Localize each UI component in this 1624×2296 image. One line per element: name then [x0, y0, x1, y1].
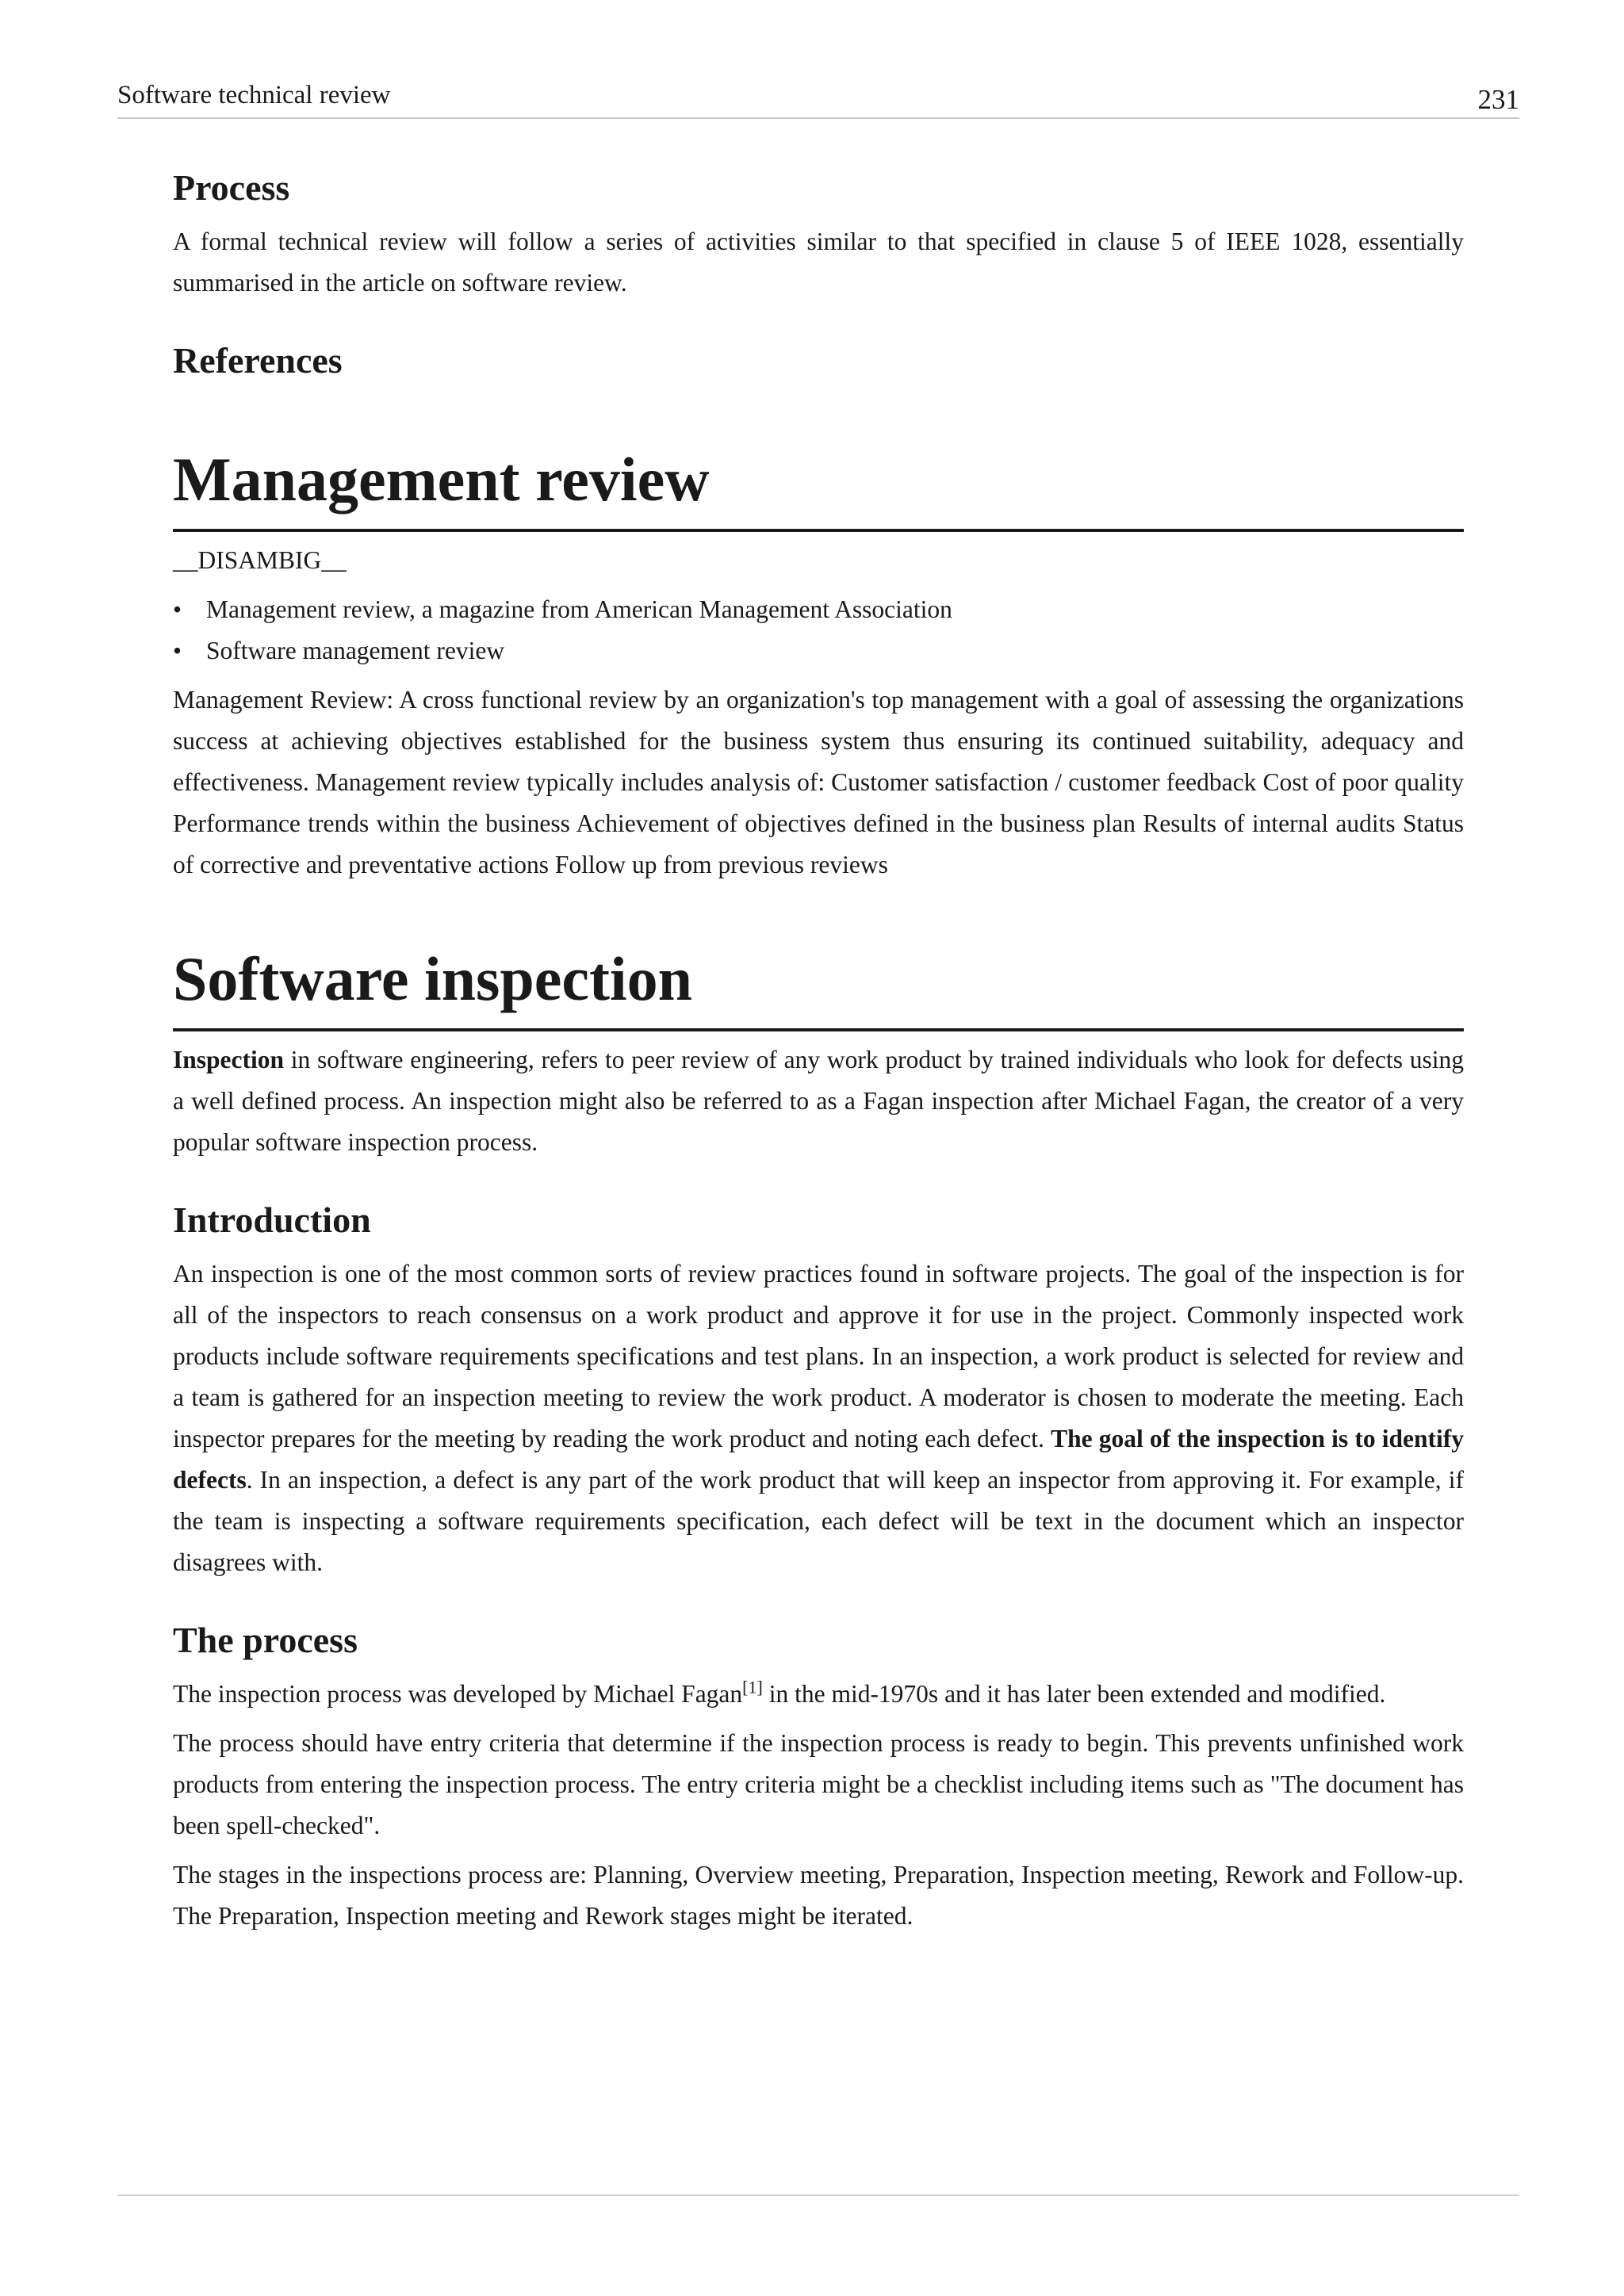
introduction-text-b: . In an inspection, a defect is any part of the work product that will keep an inspector from approving it. For example, if the team is inspecting a software requirements specification, each defect will be text in the document which an inspector disagrees with.	[173, 1466, 1464, 1576]
inspection-intro-text: in software engineering, refers to peer review of any work product by trained individuals who look for defects using a well defined process. An inspection might also be referred to as a Fagan inspection after Michael Fagan, the creator of a very popular software inspection process.	[173, 1046, 1464, 1156]
bullet-marker: •	[173, 595, 182, 623]
the-process-paragraph-3: The stages in the inspections process are: Planning, Overview meeting, Preparation, Inspection meeting, Rework and Follow-up. The Preparation, Inspection meeting and Rework stages might be iterated.	[173, 1861, 1464, 1930]
process-p1-text-b: in the mid-1970s and it has later been extended and modified.	[762, 1680, 1386, 1708]
reference-link[interactable]: [1]	[742, 1677, 763, 1697]
page-content	[173, 163, 1464, 1937]
process-paragraph: A formal technical review will follow a series of activities similar to that specified in clause 5 of IEEE 1028, essentially summarised in the article on software review.	[173, 228, 1464, 297]
inspection-goal-bold: The goal of the inspection is to identify defects	[173, 1425, 1464, 1494]
list-item-text: Software management review	[206, 637, 505, 664]
list-item	[173, 589, 1464, 630]
running-header	[117, 76, 1519, 119]
process-heading: Process	[173, 167, 290, 208]
references-heading: References	[173, 340, 343, 381]
disambig-marker: __DISAMBIG__	[173, 546, 347, 574]
software-inspection-title: Software inspection	[173, 939, 1464, 1031]
the-process-paragraph-1	[173, 1674, 1464, 1715]
the-process-paragraph-2: The process should have entry criteria that determine if the inspection process is ready to begin. This prevents unfinished work products from entering the inspection process. The entry criteria might be a checklist including items such as "The document has been spell-checked".	[173, 1729, 1464, 1839]
introduction-text-a: An inspection is one of the most common sorts of review practices found in software projects. The goal of the inspection is for all of the inspectors to reach consensus on a work product and approve it for use in the project. Commonly inspected work products include software requirements specifications and test plans. In an inspection, a work product is selected for review and a team is gathered for an inspection meeting to review the work product. A moderator is chosen to moderate the meeting. Each inspector prepares for the meeting by reading the work product and noting each defect.	[173, 1260, 1464, 1452]
inspection-intro-paragraph	[173, 1039, 1464, 1163]
introduction-heading: Introduction	[173, 1200, 371, 1240]
page-number: 231	[1477, 84, 1519, 115]
process-p1-text-a: The inspection process was developed by Michael Fagan	[173, 1680, 743, 1708]
running-title: Software technical review	[117, 81, 391, 109]
introduction-paragraph	[173, 1253, 1464, 1583]
footer-rule	[117, 2195, 1519, 2196]
management-review-paragraph: Management Review: A cross functional review by an organization's top management with a goal of assessing the organizations success at achieving objectives established for the business system thus ensuring its continued suitability, adequacy and effectiveness. Management review typically includes analysis of: Customer satisfaction / customer feedback Cost of poor quality Performance trends within the business Achievement of objectives defined in the business plan Results of internal audits Status of corrective and preventative actions Follow up from previous reviews	[173, 686, 1464, 878]
list-item	[173, 630, 1464, 672]
management-review-title: Management review	[173, 440, 1464, 532]
list-item-text: Management review, a magazine from American Management Association	[206, 595, 952, 623]
disambig-list	[173, 589, 1464, 672]
inspection-term: Inspection	[173, 1046, 285, 1073]
the-process-heading: The process	[173, 1620, 358, 1660]
bullet-marker: •	[173, 637, 182, 664]
